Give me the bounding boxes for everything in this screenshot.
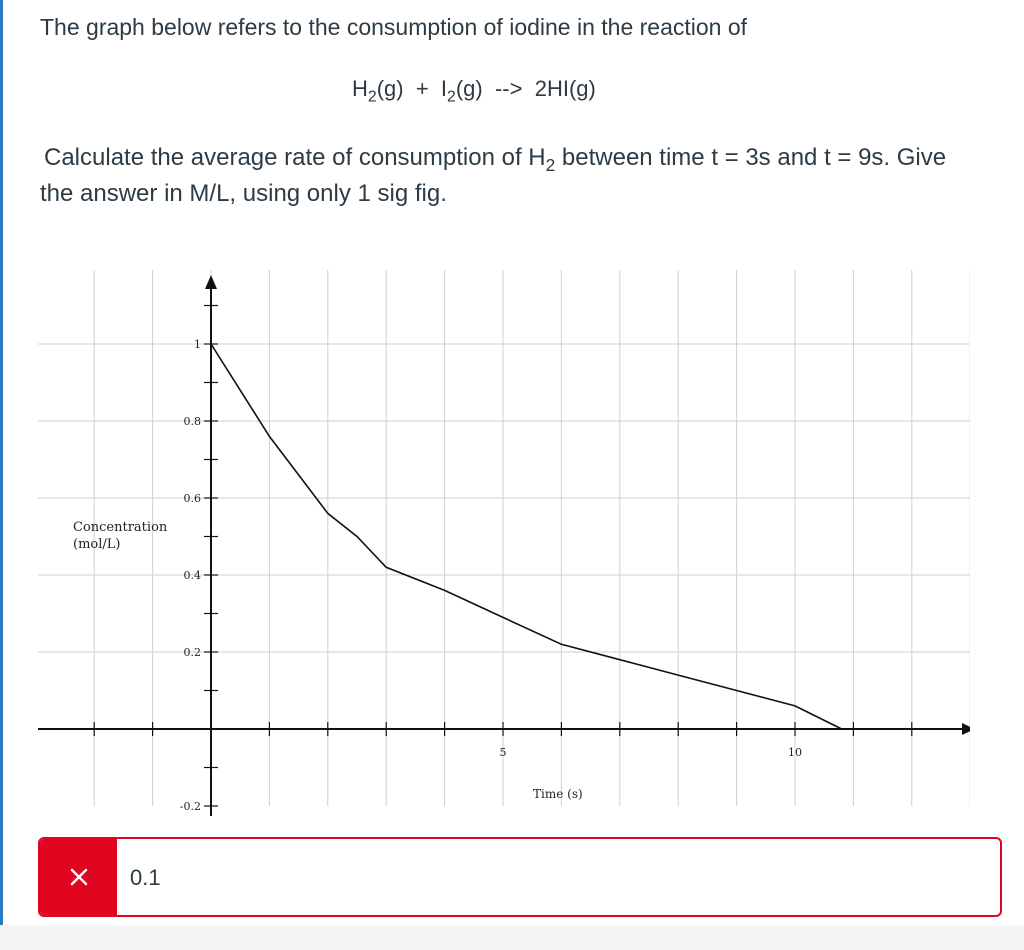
prompt-text-end: between time t = 3s and t = 9s. Give [555, 144, 947, 171]
question-intro: The graph below refers to the consumption of iodine in the reaction of [40, 14, 748, 40]
y-tick-label: 0.8 [183, 415, 201, 428]
close-x-icon [69, 867, 89, 887]
prompt-subscript: 2 [545, 155, 556, 176]
equation-plus: + [415, 76, 429, 101]
equation-product: 2HI(g) [534, 76, 596, 101]
equation-i2: I [440, 76, 448, 101]
x-tick-label: 5 [499, 746, 507, 759]
y-axis-label-line2: (mol/L) [73, 537, 121, 552]
x-axis-label: Time (s) [533, 787, 583, 801]
y-tick-label: 0.4 [183, 569, 201, 582]
x-tick-label: 10 [788, 746, 802, 759]
incorrect-answer-badge [40, 839, 117, 915]
submitted-answer-value: 0.1 [130, 865, 161, 890]
y-tick-label: 0.6 [183, 492, 201, 505]
equation-h2-phase: (g) [376, 76, 404, 101]
equation-h2-subscript: 2 [367, 88, 377, 106]
concentration-time-graph [38, 268, 970, 818]
answer-box [38, 837, 1002, 917]
equation-i2-phase: (g) [455, 76, 483, 101]
equation-h2: H [352, 76, 368, 101]
equation-arrow: --> [494, 76, 523, 101]
page-bottom-area [0, 925, 1024, 950]
question-prompt [44, 144, 947, 176]
y-tick-label: -0.2 [179, 800, 201, 813]
equation-i2-subscript: 2 [447, 88, 456, 106]
y-tick-label: 0.2 [183, 646, 201, 659]
reaction-equation [352, 76, 596, 106]
y-axis-label-line1: Concentration [73, 520, 168, 535]
question-prompt-line2: the answer in M/L, using only 1 sig fig. [40, 180, 447, 207]
left-accent-border [0, 0, 3, 950]
prompt-text-start: Calculate the average rate of consumption of H [44, 144, 546, 171]
y-tick-label: 1 [194, 338, 201, 351]
